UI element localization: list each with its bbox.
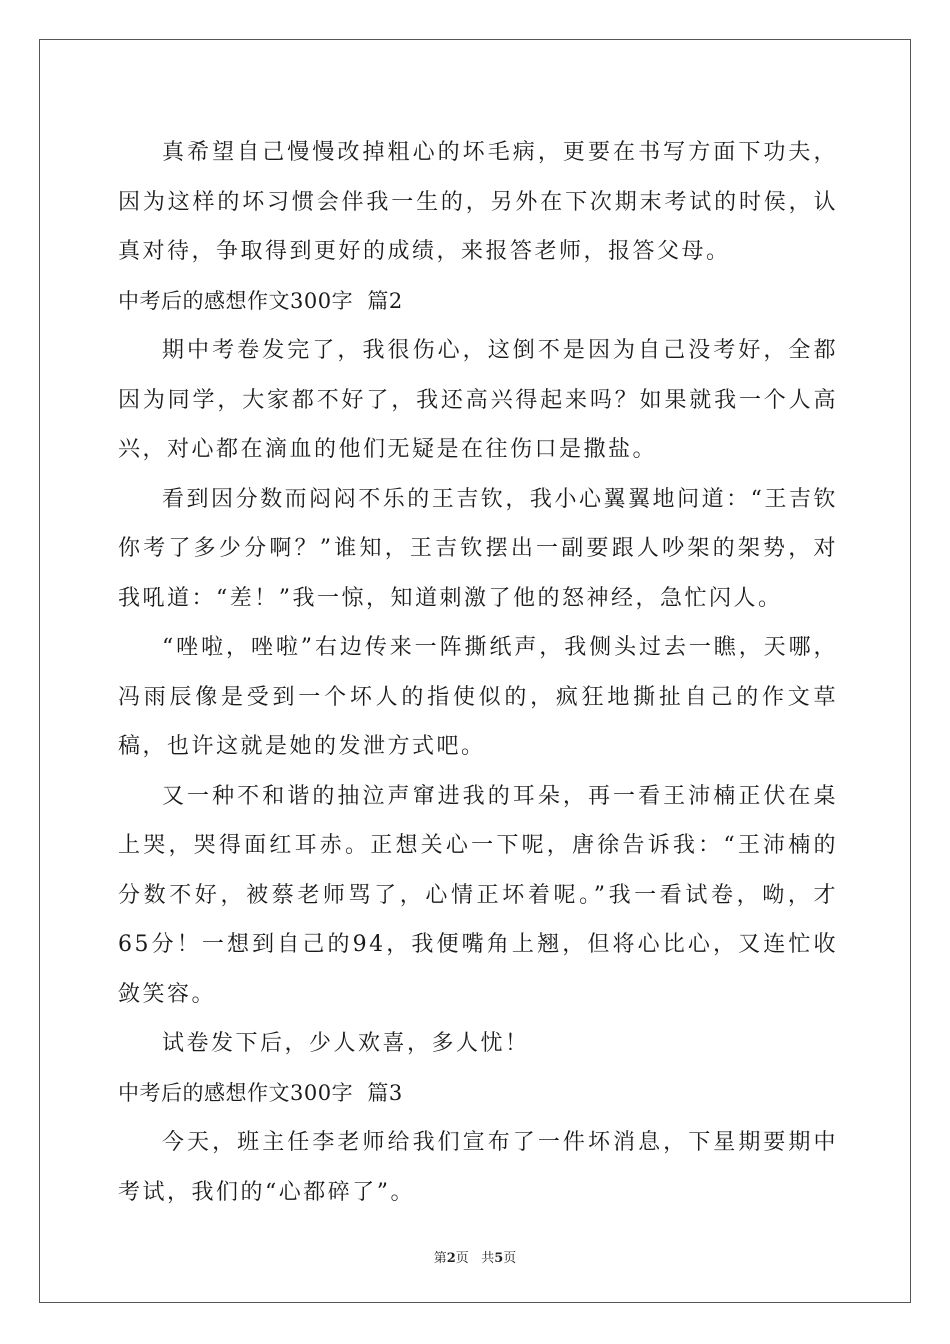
page-footer [0,1247,950,1266]
paragraph: 试卷发下后，少人欢喜，多人忧！ [162,1031,530,1056]
total-prefix: 共 [481,1251,495,1266]
section-heading: 中考后的感想作文300字 篇3 [118,1080,403,1105]
current-page-number: 2 [446,1251,456,1266]
paragraph: 今天，班主任李老师给我们宣布了一件坏消息，下星期要期中考试，我们的“心都碎了”。 [118,1130,838,1205]
page-prefix: 第 [433,1251,447,1266]
paragraph: “唑啦，唑啦”右边传来一阵撕纸声，我侧头过去一瞧，天哪，冯雨辰像是受到一个坏人的指使似的，疯狂地撕扯自己的作文草稿，也许这就是她的发泄方式吧。 [118,635,838,759]
total-page-count: 5 [494,1251,504,1266]
section-heading: 中考后的感想作文300字 篇2 [118,288,403,313]
paragraph: 看到因分数而闷闷不乐的王吉钦，我小心翼翼地问道：“王吉钦你考了多少分啊？”谁知，王吉钦摆出一副要跟人吵架的架势，对我吼道：“差！”我一惊，知道刺激了他的怒神经，急忙闪人。 [118,486,838,611]
total-suffix: 页 [503,1251,517,1266]
page-suffix: 页 [455,1251,469,1266]
paragraph: 期中考卷发完了，我很伤心，这倒不是因为自己没考好，全都因为同学，大家都不好了，我还高兴得起来吗？如果就我一个人高兴，对心都在滴血的他们无疑是在往伤口是撒盐。 [118,338,838,462]
paragraph: 真希望自己慢慢改掉粗心的坏毛病，更要在书写方面下功夫，因为这样的坏习惯会伴我一生的，另外在下次期末考试的时侯，认真对待，争取得到更好的成绩，来报答老师，报答父母。 [118,140,838,264]
document-body [118,128,838,1217]
paragraph: 又一种不和谐的抽泣声窜进我的耳朵，再一看王沛楠正伏在桌上哭，哭得面红耳赤。正想关心一下呢，唐徐告诉我：“王沛楠的分数不好，被蔡老师骂了，心情正坏着呢。”我一看试卷，呦，才65分！一想到自己的94，我便嘴角上翘，但将心比心，又连忙收敛笑容。 [118,783,838,1007]
